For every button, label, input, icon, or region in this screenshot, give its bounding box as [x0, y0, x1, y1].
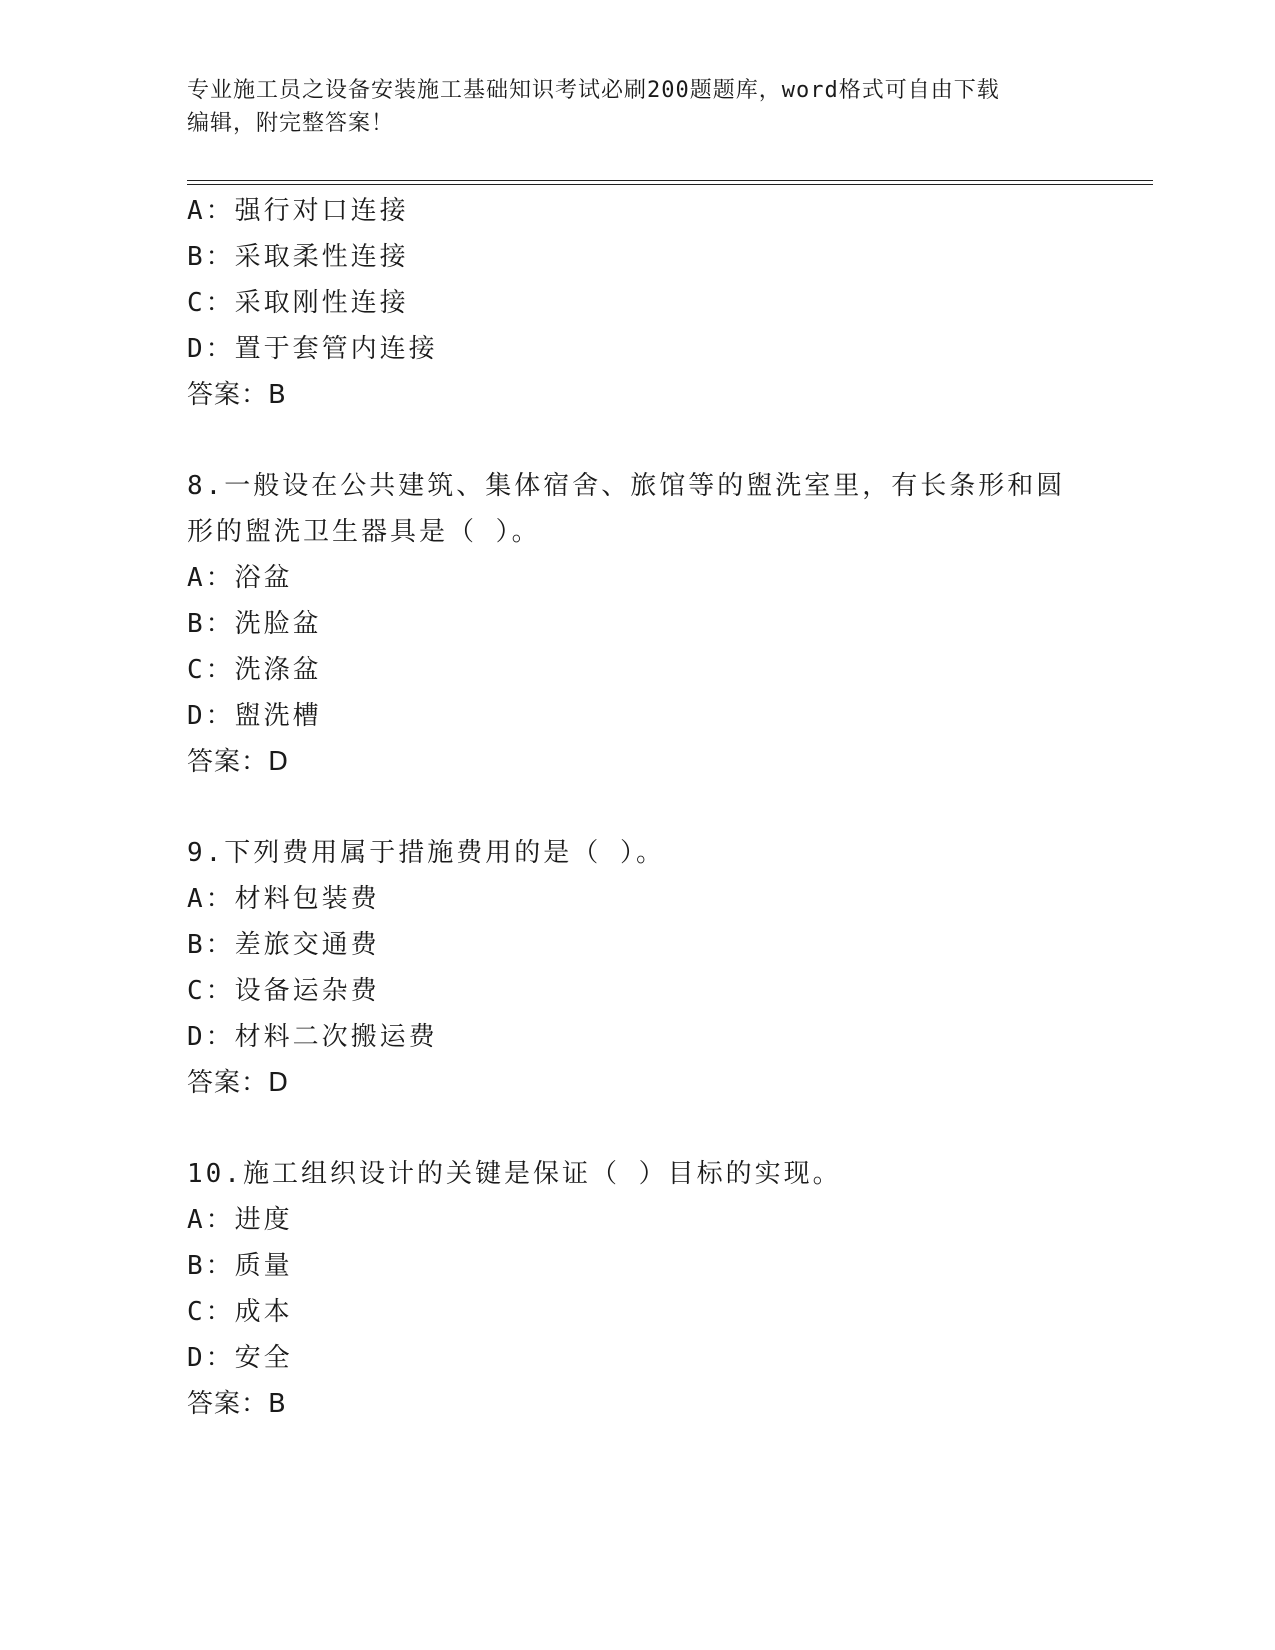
question-stem-line-2: 形的盥洗卫生器具是（ ）。 — [187, 517, 541, 547]
option-a: A：进度 — [187, 1205, 293, 1235]
option-a: A：浴盆 — [187, 563, 293, 593]
option-a: A：强行对口连接 — [187, 196, 409, 226]
option-b: B：采取柔性连接 — [187, 242, 409, 272]
question-9 — [187, 830, 1087, 1106]
question-8 — [187, 463, 1087, 785]
header-title-line-1: 专业施工员之设备安装施工基础知识考试必刷200题题库，word格式可自由下载 — [187, 78, 1000, 103]
option-d: D：材料二次搬运费 — [187, 1022, 438, 1052]
document-header — [187, 74, 1087, 140]
header-title-line-2: 编辑，附完整答案！ — [187, 111, 395, 136]
question-list — [187, 188, 1087, 1427]
spacer — [187, 785, 1087, 830]
question-7 — [187, 188, 1087, 418]
answer: 答案：D — [187, 747, 290, 777]
option-c: C：洗涤盆 — [187, 655, 322, 685]
question-stem: 9.下列费用属于措施费用的是（ ）。 — [187, 838, 665, 868]
question-10 — [187, 1151, 1087, 1427]
option-b: B：洗脸盆 — [187, 609, 322, 639]
option-c: C：采取刚性连接 — [187, 288, 409, 318]
header-divider — [187, 180, 1153, 185]
answer: 答案：D — [187, 1068, 290, 1098]
option-d: D：盥洗槽 — [187, 701, 322, 731]
question-stem-line-1: 8.一般设在公共建筑、集体宿舍、旅馆等的盥洗室里，有长条形和圆 — [187, 471, 1066, 501]
spacer — [187, 418, 1087, 463]
option-b: B：质量 — [187, 1251, 293, 1281]
option-a: A：材料包装费 — [187, 884, 380, 914]
option-d: D：置于套管内连接 — [187, 334, 438, 364]
answer: 答案：B — [187, 380, 287, 410]
option-d: D：安全 — [187, 1343, 293, 1373]
option-b: B：差旅交通费 — [187, 930, 380, 960]
question-stem: 10.施工组织设计的关键是保证（ ）目标的实现。 — [187, 1159, 842, 1189]
spacer — [187, 1106, 1087, 1151]
answer: 答案：B — [187, 1389, 287, 1419]
option-c: C：成本 — [187, 1297, 293, 1327]
option-c: C：设备运杂费 — [187, 976, 380, 1006]
